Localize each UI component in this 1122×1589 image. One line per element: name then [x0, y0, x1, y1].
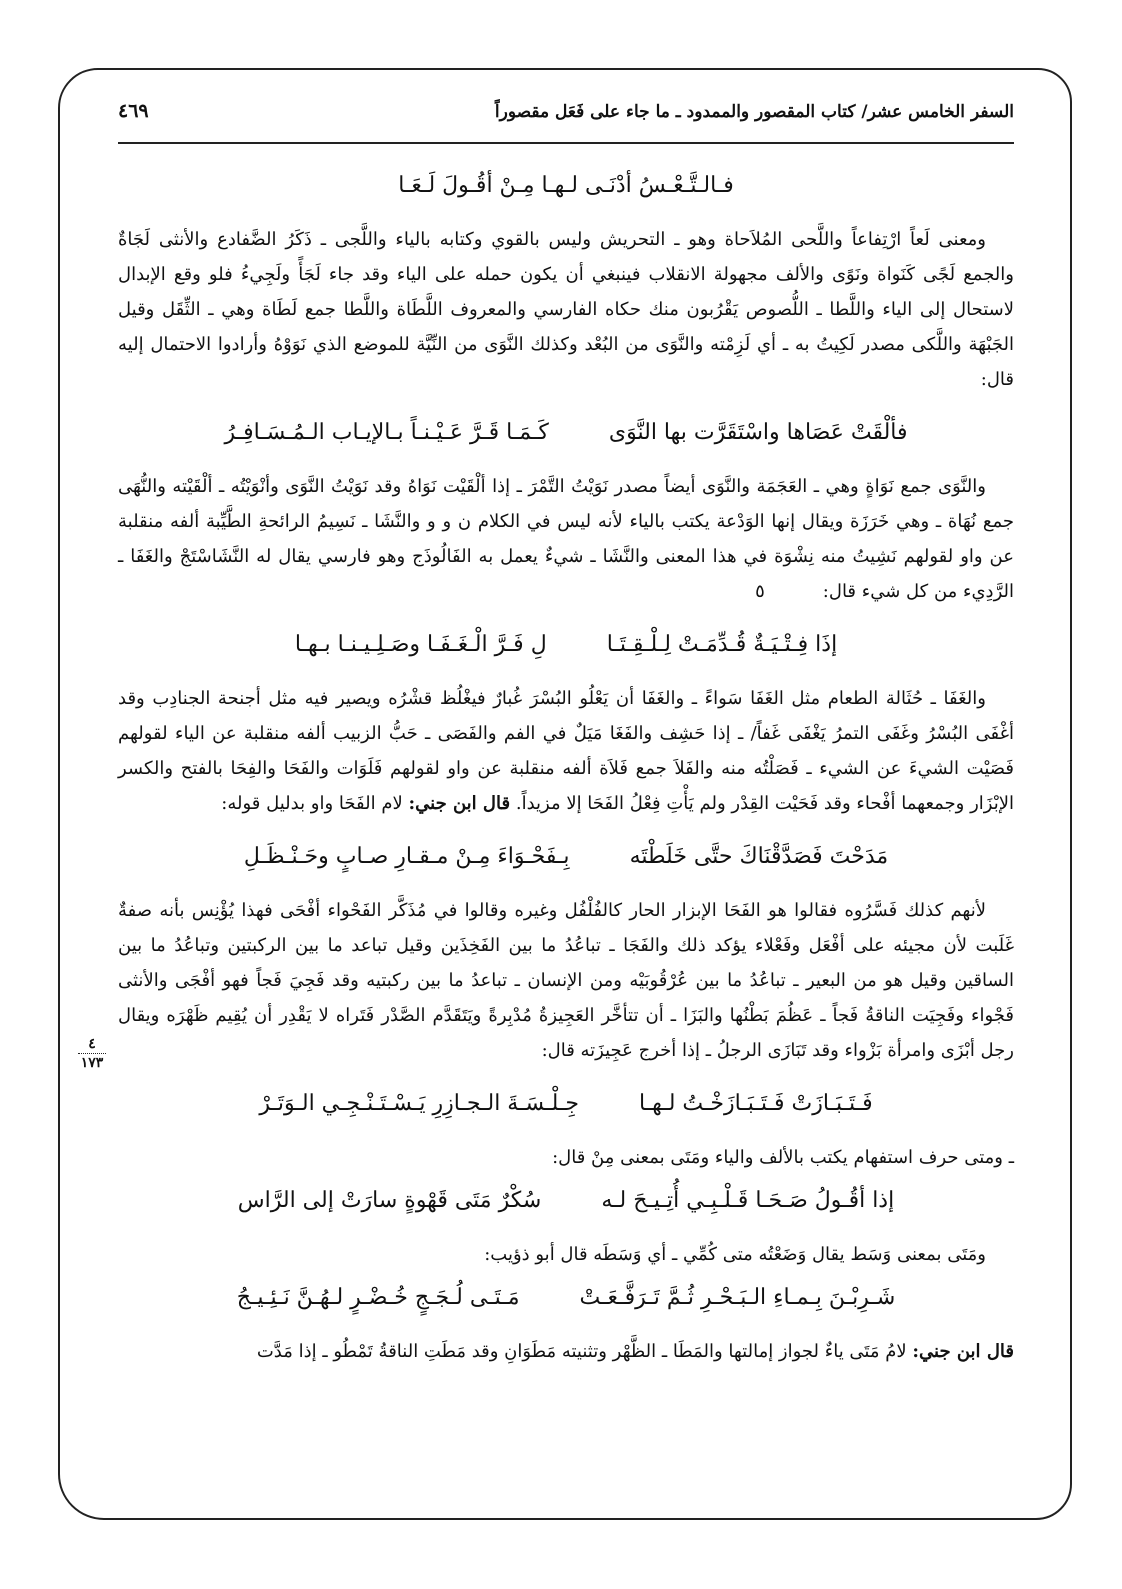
paragraph: لأنهم كذلك فَسَّرُوه فقالوا هو الفَحَا الإبزار الحار كالفُلْفُل وغيره وقالوا في مُذَكَّر الفَحْواء أفْحَى فهذا يُؤْنِس بأنه صفةٌ غَلَبت لأن مجيئه على أفْعَل وفَعْلاء يؤكد ذلك والفَجَا ـ تباعُدُ ما بين الفَخِذَين وقيل تباعد ما بين الركبتين وتباعُدُ ما بين الساقين وقيل هو من البعير ـ تباعُدُ ما بين عُرْقُوبَيْه ومن الإنسان ـ تباعدُ ما بين ركبتيه وقد فَجِيَ فَجاً فهو أفْجَى والأنثى فَجْواء وفَجِيَت الناقةُ فَجاً ـ عَظُمَ بَطْنُها والبَزَا ـ أن تتأخَّر العَجِيزةُ مُدْبِرةً ويَتَقَدَّم الصَّدْر فَتَراه لا يَقْدِر أن يُقِيم ظَهْرَه ويقال رجل أبْزَى وامرأة بَزْواء وقد تَبَازَى الرجلُ ـ إذا أخرج عَجِيزَته قال:: [118, 900, 1014, 1061]
verse-hemistich-first: مَدَحْتَ فَصَدَّقْنَاكَ حتَّى خَلَطْتَه: [629, 844, 889, 869]
verse-hemistich-second: كَـمَـا قَـرَّ عَـيْـنـاً بـالإيـاب الـمُـسَـافِـرُ: [224, 420, 549, 445]
verse-hemistich-first: فَـتَـبَـازَتْ فَـتَـبَـازَخْـتُ لـهـا: [638, 1091, 873, 1116]
verse-hemistich: فـالـتَّـعْـسُ أدْنَـى لـهـا مِـنْ أقُـولَ لَـعَـا: [398, 173, 734, 198]
verse-line: [118, 1181, 1014, 1221]
paragraph-text: والغَفَا ـ حُثَالة الطعام مثل الغَفَا سَواءً ـ والغَفَا أن يَعْلُو البُسْرَ غُبارٌ فيغْلُظ قشْرُه ويصير فيه مثل أجنحة الجنادِب وقد أغْفَى البُسْرُ وغَفَى التمرُ يَغْفَى غَفاً/ ـ إذا حَشِف والفَغَا مَيَلٌ في الفم والفَصَى ـ حَبُّ الزبيب ألفه منقلبة عن الياء لقولهم فَصَيْت الشيءَ عن الشيء ـ فَصَلْتُه منه والفَلاَ جمع فَلاَة ألفه منقلبة عن واو لقولهم فَلَوَات والفَحَا والفِحَا بالفتح والكسر الإبْزَار وجمعهما أفْحاء وقد فَحَيْت القِدْر ولم يَأْتِ فِعْلُ الفَحَا إلا مزيداً.: [118, 688, 1014, 814]
verse-hemistich-first: إذَا فِـتْـيَـةٌ قُـدِّمَـتْ لِـلْـقِـتَـا: [606, 632, 838, 657]
page-body: [118, 160, 1014, 1369]
verse-line: [118, 837, 1014, 877]
verse-hemistich-first: شَـرِبْـنَ بِـمـاءِ الـبَـحْـرِ ثُـمَّ تَـرَفَّـعَـتْ: [579, 1285, 896, 1310]
verse-hemistich-first: إذا أقُـولُ صَـحَـا قَـلْـبِـي أُتِـيـحَ لـه: [601, 1188, 895, 1213]
margin-reference: [76, 1036, 108, 1071]
paragraph: [118, 469, 1014, 609]
verse-line: [118, 1084, 1014, 1124]
verse-line: [118, 166, 1014, 206]
verse-hemistich-first: فألْقَتْ عَصَاها واسْتَقَرَّت بها النَّوَى: [608, 420, 908, 445]
verse-line: [118, 625, 1014, 665]
paragraph-text: والنَّوَى جمع نَوَاةٍ وهي ـ العَجَمَة والنَّوَى أيضاً مصدر نَوَيْتُ التَّمْرَ ـ إذا ألْقَيْت نَوَاهُ وقد نَوَيْتُ النَّوَى وأنْوَيْتُه ـ ألْقَيْته والنُّهَى جمع نُهَاة ـ وهي خَرَزَة ويقال إنها الوَدْعة يكتب بالياء لأنه ليس في الكلام ن و و والنَّشَا ـ نَسِيمُ الرائحةِ الطَّيِّبة ألفه منقلبة عن واو لقولهم نَشِيتُ منه نِشْوَة في هذا المعنى والنَّشَا ـ شيءٌ يعمل به الفَالُوذَج وهو فارسي يقال له النَّشَاسْتَجْ والغَفَا ـ الرَّدِيء من كل شيء قال:: [118, 476, 1014, 602]
verse-hemistich-second: جِـلْـسَـةَ الـجـازِرِ يَـسْـتَـنْـجِـي الـوَتَـرْ: [259, 1091, 579, 1116]
verse-hemistich-second: لِ فَـرَّ الْـغَـفَـا وصَـلِـيـنـا بـهـا: [294, 632, 547, 657]
verse-hemistich-second: مَـتَـى لُـجَـجٍ خُـضْـرٍ لـهُـنَّ نَـئِـيـجُ: [236, 1285, 520, 1310]
verse-line: [118, 1278, 1014, 1318]
margin-reference-bottom: ١٧٣: [80, 1055, 104, 1071]
paragraph: [118, 681, 1014, 821]
speaker-label: قال ابن جني:: [912, 1341, 1014, 1362]
speaker-label: قال ابن جني:: [408, 793, 511, 814]
verse-hemistich-second: سُكْرٌ مَتَى قَهْوةٍ سارَتْ إلى الرَّاس: [237, 1188, 542, 1213]
footnote-number: ٥: [755, 581, 765, 602]
paragraph: ـ ومتى حرف استفهام يكتب بالألف والياء ومَتَى بمعنى مِنْ قال:: [552, 1147, 1014, 1168]
verse-hemistich-second: بِـفَحْـوَاءَ مِـنْ مـقـارِ صـابٍ وحَـنْـظَـلِ: [243, 844, 570, 869]
paragraph: ومعنى لَعاً ارْتِفاعاً واللَّحى المُلاَحاة وهو ـ التحريش وليس بالقوي وكتابه بالياء واللَّجى ـ ذَكَرُ الضَّفادع والأنثى لَجَاةٌ والجمع لَجًى كَنَواة ونَوًى والألف مجهولة الانقلاب فينبغي أن يكون حمله على الياء وقد جاء لَجَأً ولَجِيءُ فلو وقع الإبدال لاستحال إلى الياء واللَّطا ـ اللُّصوص يَقْرُبون منك حكاه الفارسي والمعروف اللَّطَاة واللَّطا جمع لَطَاة وهي ـ الثِّقَل وقيل الجَبْهَة واللَّكى مصدر لَكِيتُ به ـ أي لَزِمْته والنَّوَى من البُعْد وكذلك النَّوَى من النِّيَّة للموضع الذي نَوَوْهُ وأرادوا الاحتمال إليه قال:: [118, 229, 1014, 390]
margin-reference-top: ٤: [88, 1036, 96, 1052]
page-number: ٤٦٩: [118, 100, 149, 122]
paragraph: [118, 1334, 1014, 1369]
page-header: [118, 96, 1014, 144]
verse-line: [118, 413, 1014, 453]
paragraph: ومَتَى بمعنى وَسَط يقال وَضَعْتُه متى كُمِّي ـ أي وَسَطَه قال أبو ذؤيب:: [484, 1244, 986, 1265]
paragraph-text: لام الفَحَا واو بدليل قوله:: [221, 793, 403, 814]
paragraph-text: لامُ مَتَى ياءٌ لجواز إمالتها والمَطَا ـ الظَّهْر وتثنيته مَطَوَانِ وقد مَطَتِ الناقةُ تَمْطُو ـ إذا مَدَّت: [256, 1341, 907, 1362]
running-title: السفر الخامس عشر/ كتاب المقصور والممدود ـ ما جاء على فَعَل مقصوراً: [494, 102, 1014, 122]
